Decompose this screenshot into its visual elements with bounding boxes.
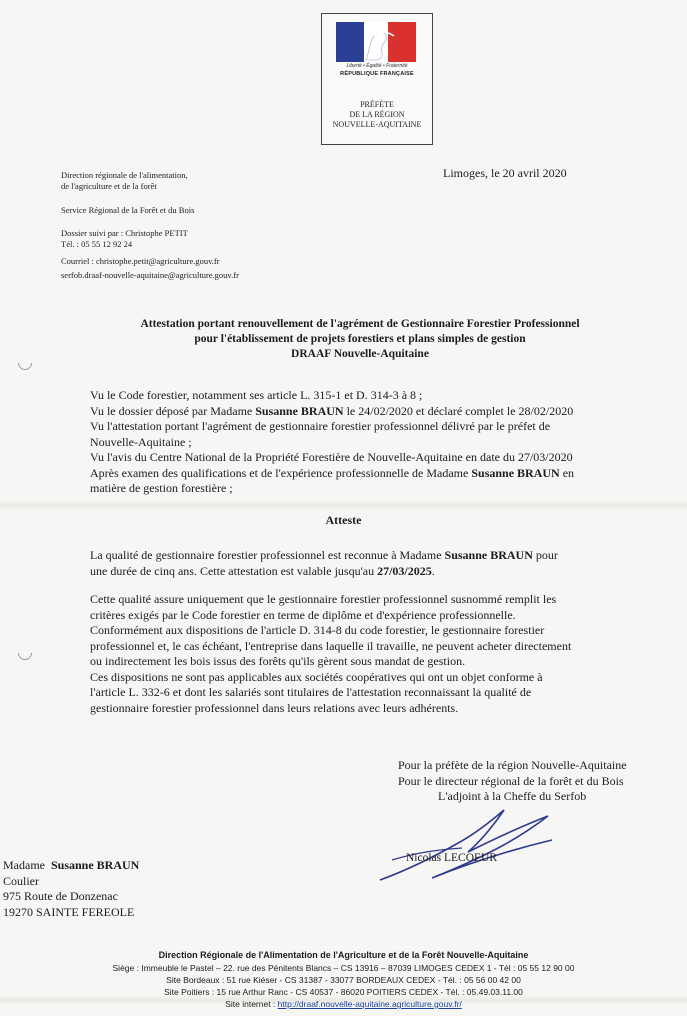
title-line: pour l'établissement de projets forestiers et plans simples de gestion bbox=[194, 333, 526, 345]
republic-label: RÉPUBLIQUE FRANÇAISE bbox=[340, 71, 414, 77]
email-service-line: serfob.draaf-nouvelle-aquitaine@agriculture.gouv.fr bbox=[61, 270, 239, 280]
footer-bordeaux: Site Bordeaux : 51 rue Kiéser - CS 31387 - 33077 BORDEAUX CEDEX - Tél. : 05 56 00 42 00 bbox=[166, 975, 521, 985]
phone-line: Tél. : 05 55 12 92 24 bbox=[61, 239, 133, 249]
text-line: critères exigés par le Code forestier en terme de diplôme et d'expérience professionnelle. bbox=[90, 607, 516, 622]
address-line: Coulier bbox=[3, 873, 39, 888]
direction-line: Direction régionale de l'alimentation, bbox=[61, 170, 188, 180]
signatory-name: Nicolas LECOEUR bbox=[406, 852, 498, 864]
signature-line: Pour le directeur régional de la forêt et du Bois bbox=[398, 773, 624, 788]
recipient-name-line bbox=[3, 858, 139, 874]
footer-poitiers: Site Poitiers : 15 rue Arthur Ranc - CS 40537 - 86020 POITIERS CEDEX - Tél. : 05.49.03.11.00 bbox=[164, 987, 523, 997]
document-title bbox=[40, 317, 680, 362]
text-line bbox=[90, 548, 650, 564]
salutation: Madame bbox=[3, 858, 45, 872]
text: La qualité de gestionnaire forestier professionnel est reconnue à Madame bbox=[90, 548, 445, 562]
website-label: Site internet : bbox=[225, 999, 278, 1009]
prefete-line: NOUVELLE-AQUITAINE bbox=[332, 120, 422, 129]
website-link[interactable]: http://draaf.nouvelle-aquitaine.agriculture.gouv.fr/ bbox=[277, 999, 462, 1009]
text: Vu le dossier déposé par Madame bbox=[90, 403, 256, 418]
dossier-contact bbox=[61, 228, 188, 250]
considerant: Vu l'attestation portant l'agrément de gestionnaire forestier professionnel délivré par le préfet de bbox=[90, 419, 551, 433]
attestation-paragraph bbox=[90, 548, 650, 579]
considerant: matière de gestion forestière ; bbox=[90, 481, 233, 495]
validity-date: 27/03/2025 bbox=[377, 563, 432, 578]
signature-line: Pour la préfète de la région Nouvelle-Aquitaine bbox=[398, 758, 627, 772]
considerant: Vu l'avis du Centre National de la Propriété Forestière de Nouvelle-Aquitaine en date du 27/03/2020 bbox=[90, 450, 573, 464]
considerant bbox=[90, 466, 650, 482]
prefete-line: DE LA RÉGION bbox=[349, 110, 405, 119]
text-line: Conformément aux dispositions de l'article D. 314-8 du code forestier, le gestionnaire forestier bbox=[90, 623, 545, 637]
person-name: Susanne BRAUN bbox=[255, 403, 344, 418]
conditions-paragraph bbox=[90, 592, 650, 716]
dossier-line: Dossier suivi par : Christophe PETIT bbox=[61, 228, 188, 238]
considerant: Vu le Code forestier, notamment ses article L. 315-1 et D. 314-3 à 8 ; bbox=[90, 388, 423, 402]
considerant bbox=[90, 404, 650, 420]
service-name: Service Régional de la Forêt et du Bois bbox=[61, 205, 195, 215]
text-line: Cette qualité assure uniquement que le gestionnaire forestier professionnel susnommé remplit les bbox=[90, 592, 557, 606]
address-line: 19270 SAINTE FEREOLE bbox=[3, 904, 135, 919]
scan-artifact bbox=[0, 500, 687, 510]
text: pour bbox=[532, 548, 558, 562]
date-place: Limoges, le 20 avril 2020 bbox=[443, 166, 567, 180]
sender-direction bbox=[61, 170, 188, 192]
considerants bbox=[90, 388, 650, 497]
punch-hole-mark bbox=[15, 353, 35, 373]
title-line: Attestation portant renouvellement de l'agrément de Gestionnaire Forestier Professionnel bbox=[140, 318, 580, 330]
email-line: Courriel : christophe.petit@agriculture.gouv.fr bbox=[61, 256, 220, 266]
motto: Liberté • Égalité • Fraternité bbox=[346, 63, 408, 69]
text-line: ou indirectement les bois issus des forêts qu'ils gèrent sous mandat de gestion. bbox=[90, 654, 466, 668]
signature-line: L'adjoint à la Cheffe du Serfob bbox=[438, 789, 587, 803]
footer-website bbox=[0, 999, 687, 1010]
address-line: 975 Route de Donzenac bbox=[3, 889, 118, 903]
footer-siege: Siège : Immeuble le Pastel – 22. rue des Pénitents Blancs – CS 13916 – 87039 LIMOGES CEDEX 1 - Tél : 05 55 12 90 00 bbox=[112, 963, 575, 973]
text: le 24/02/2020 et déclaré complet le 28/02/2020 bbox=[343, 403, 574, 418]
text: en bbox=[559, 465, 575, 480]
atteste-heading: Atteste bbox=[325, 513, 362, 527]
text-line: Ces dispositions ne sont pas applicables aux sociétés coopératives qui ont un objet conforme à bbox=[90, 669, 543, 684]
handwritten-signature bbox=[372, 800, 572, 886]
text-line: gestionnaire forestier professionnel dans leurs relations avec leurs adhérents. bbox=[90, 700, 459, 715]
direction-line: de l'agriculture et de la forêt bbox=[61, 181, 157, 191]
text: . bbox=[431, 563, 435, 578]
prefete-line: PRÉFÈTE bbox=[360, 100, 394, 109]
recipient-address bbox=[3, 858, 139, 920]
person-name: Susanne BRAUN bbox=[471, 465, 560, 480]
text-line: professionnel et, le cas échéant, l'entreprise dans laquelle il travaille, ne peuvent acheter directement bbox=[90, 638, 572, 653]
punch-hole-mark bbox=[15, 643, 35, 663]
text-line: l'article L. 332-6 et dont les salariés sont titulaires de l'attestation reconnaissant la qualité de bbox=[90, 685, 532, 699]
signature-block bbox=[398, 758, 627, 805]
text-line bbox=[90, 564, 650, 580]
republic-logo bbox=[321, 13, 433, 145]
considerant: Nouvelle-Aquitaine ; bbox=[90, 434, 192, 449]
text: une durée de cinq ans. Cette attestation est valable jusqu'au bbox=[90, 563, 378, 578]
recipient-name: Susanne BRAUN bbox=[50, 858, 140, 872]
text: Après examen des qualifications et de l'expérience professionnelle de Madame bbox=[90, 465, 472, 480]
person-name: Susanne BRAUN bbox=[444, 548, 533, 562]
footer-title: Direction Régionale de l'Alimentation de l'Agriculture et de la Forêt Nouvelle-Aquitaine bbox=[158, 950, 529, 960]
marianne-flag-icon bbox=[336, 22, 416, 62]
prefecture-label bbox=[322, 100, 432, 130]
title-line: DRAAF Nouvelle-Aquitaine bbox=[291, 348, 429, 360]
